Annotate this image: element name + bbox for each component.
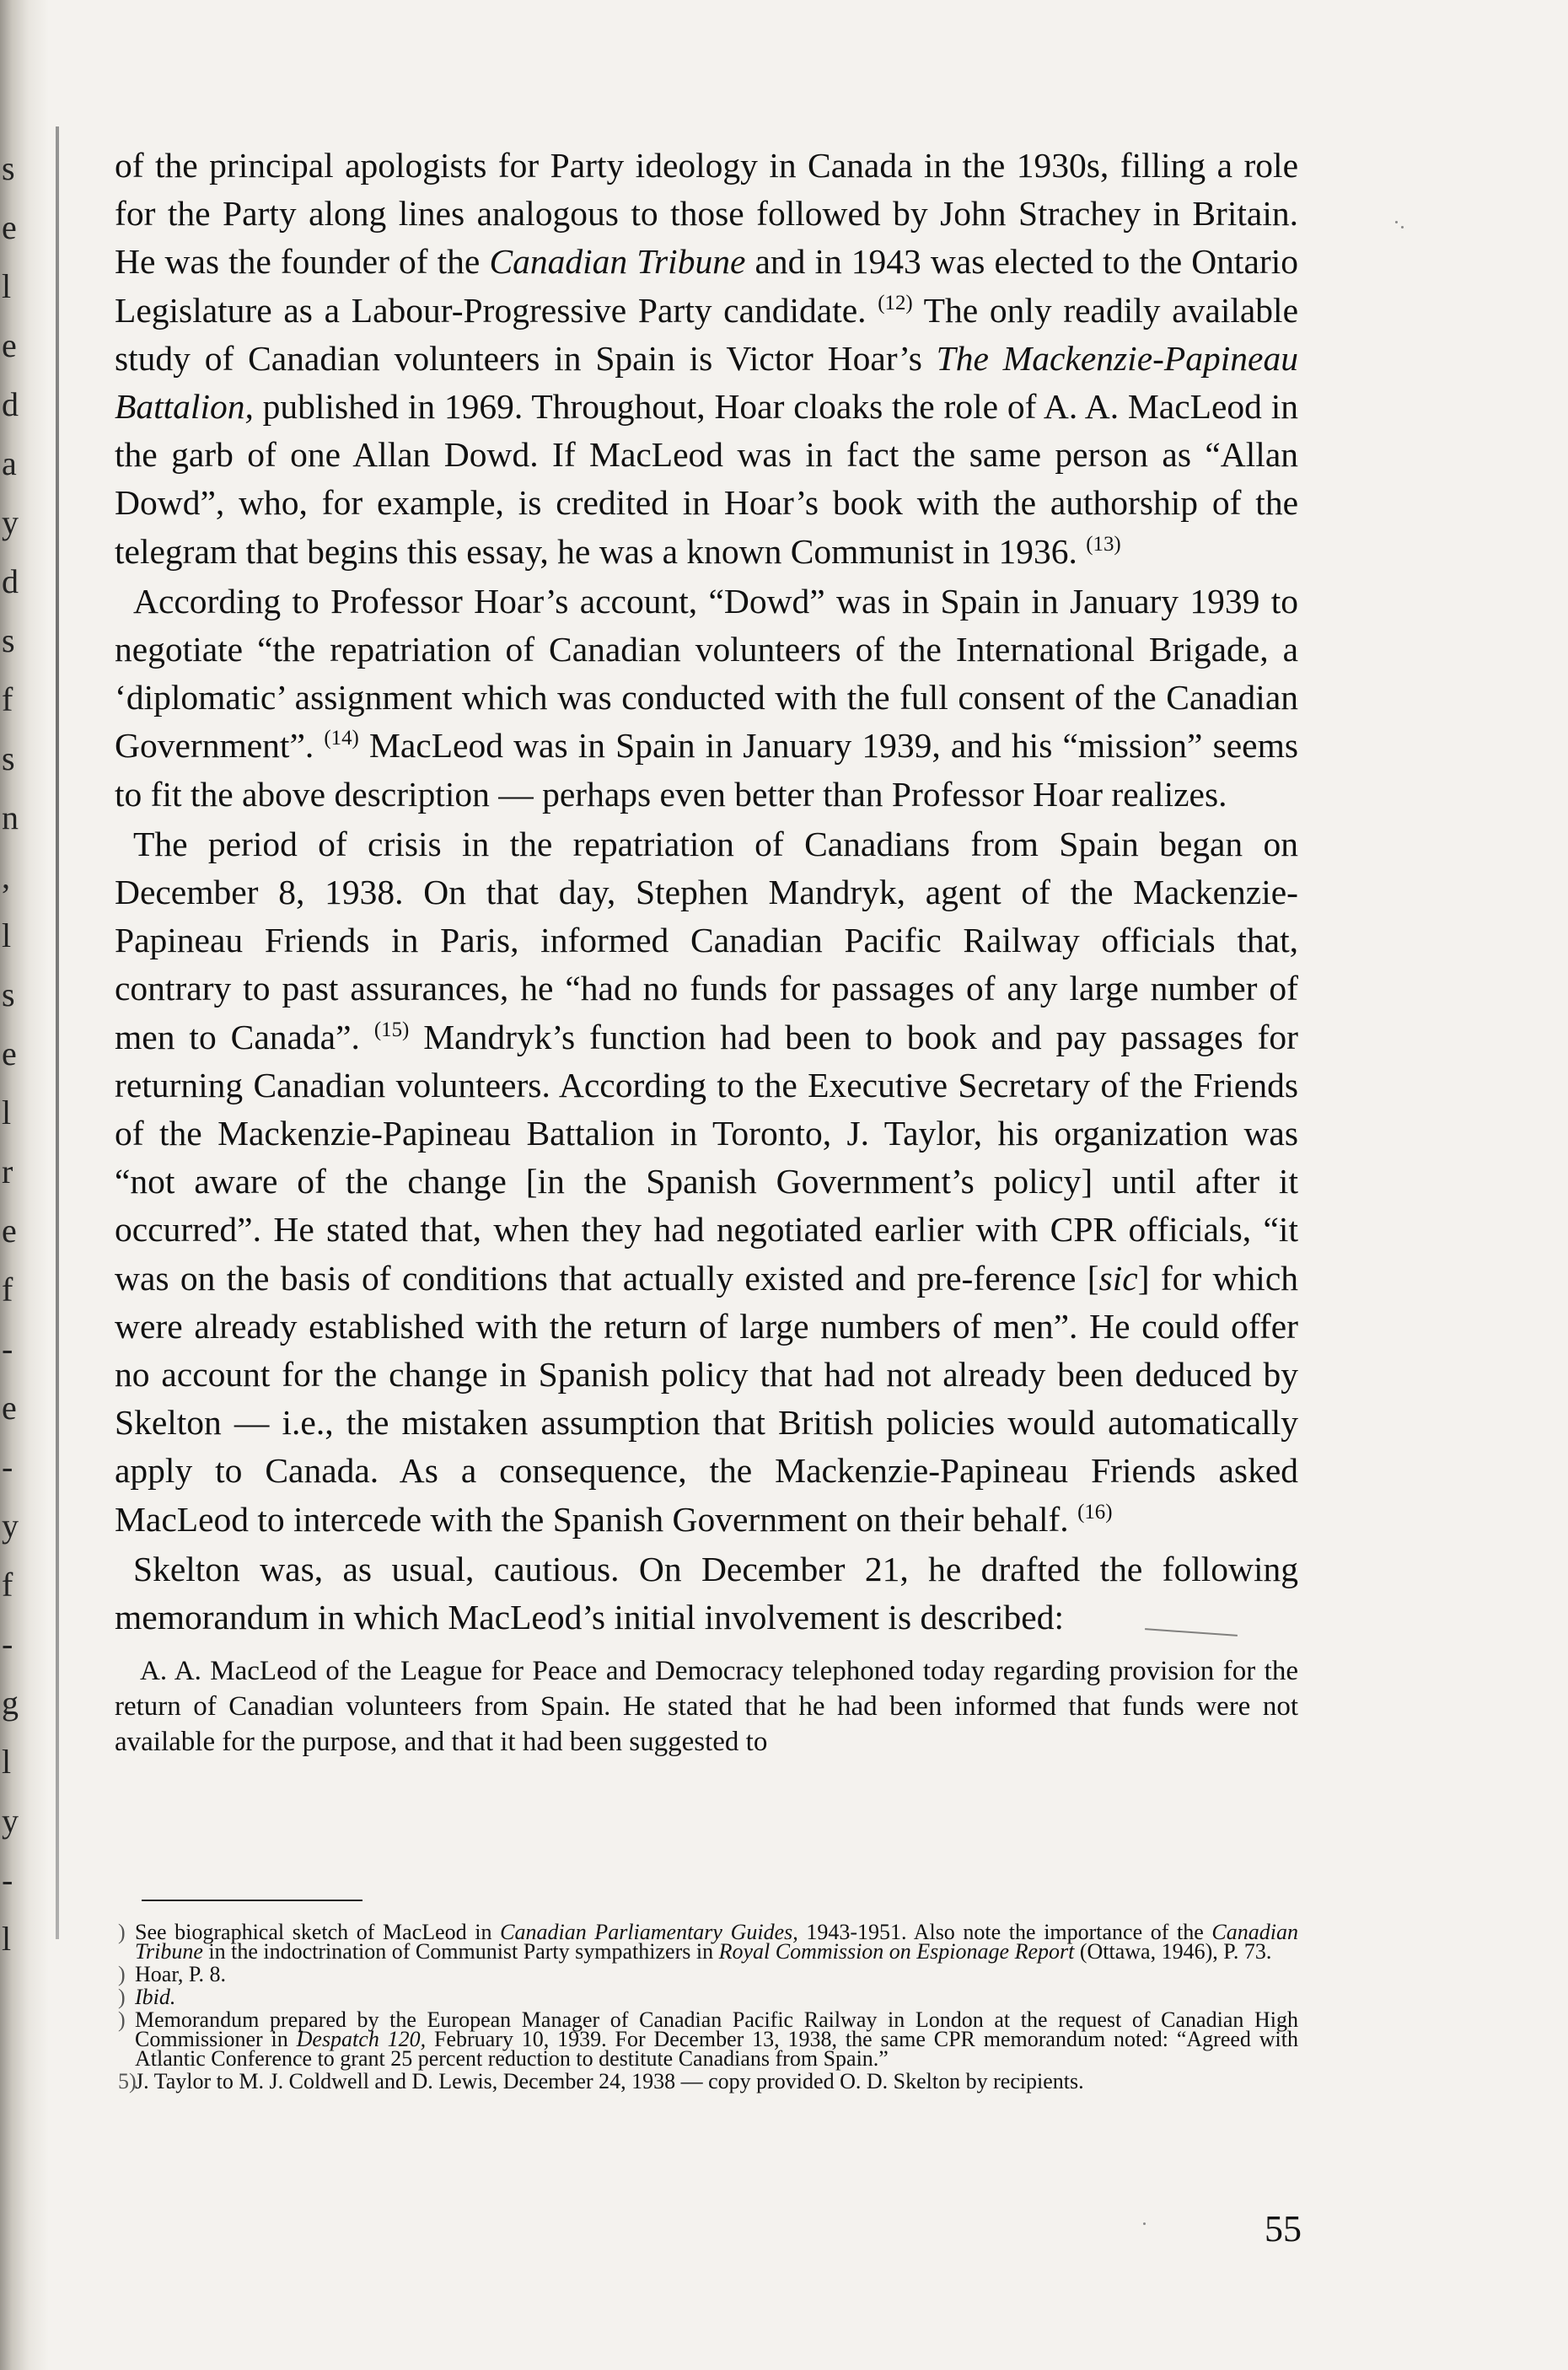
italic-text: sic [1098,1258,1138,1298]
text-run: According to Professor Hoar’s account, “Dowd” was in Spain in January 1939 to negotiate “the repatriation of Canadian volunteers of the International Brigade, a ‘diplomatic’ assignment which was conducted with the full consent of the Canadian Government”. [115,581,1298,766]
text-run: February 10, 1939. For December 13, 1938, the same CPR memorandum noted: “Agreed with Atlantic Conference to grant 25 percent reduction to destitute Canadians from Spain.” [135,2027,1299,2071]
footnote-text [135,1964,1298,1984]
italic-text: Despatch 120, [296,2027,427,2051]
bleed-glyph: e [2,1212,17,1249]
footnote-ref: (16) [1077,1500,1113,1524]
page-number: 55 [1265,2208,1302,2249]
bleed-glyph: l [2,1920,12,1958]
text-run: MacLeod was in Spain in January 1939, and his “mission” seems to fit the above description — perhaps even better than Professor Hoar realizes. [115,726,1298,814]
footnote-item [118,1964,1298,1984]
text-run: Mandryk’s function had been to book and pay passages for returning Canadian volunteers. According to the Executive Secretary of the Friends of the Mackenzie-Papineau Battalion in Toronto, J. Taylor, his organization was “not aware of the change [in the Spanish Government’s policy] until after it occurred”. He stated that, when they had negotiated earlier with CPR officials, “it was on the basis of conditions that actually existed and pre-ference [ [115,1017,1298,1298]
footnote-marker: ) [118,1985,126,2009]
bleed-glyph: y [2,1802,19,1840]
bleed-glyph: l [2,1743,12,1781]
footnote-text [135,2069,1298,2093]
bleed-glyph: - [2,1861,13,1899]
bleed-glyph: l [2,1094,12,1131]
bleed-glyph: s [2,621,15,659]
bleed-glyph: n [2,798,19,836]
bleed-glyph: - [2,1625,13,1663]
text-run: in the indoctrination of Communist Party sympathizers in [202,1939,719,1964]
bleed-glyph: - [2,1330,13,1368]
text-run: See biographical sketch of MacLeod in [135,1920,501,1944]
footnote-marker: 5) [118,2069,137,2093]
bleed-glyph: d [2,385,19,423]
bleed-glyph: f [2,680,13,718]
bleed-glyph: a [2,444,17,482]
paragraph [115,578,1298,819]
text-run: Hoar, P. 8. [135,1962,227,1986]
speck [1143,2222,1146,2225]
bleed-glyph: y [2,1507,19,1545]
italic-text: Canadian Parliamentary Guides, [500,1920,798,1944]
footnote-item [118,2069,1298,2093]
footnote-text [135,1987,1298,2007]
text-run: The period of crisis in the repatriation of Canadians from Spain began on December 8, 1938. On that day, Stephen Mandryk, agent of the Mackenzie-Papineau Friends in Paris, informed Canadian Pacific Railway officials that, contrary to past assurances, he “had no funds for passages of any large number of men to Canada”. [115,824,1298,1056]
facing-page-bleed [2,149,19,1958]
footnote-text [135,2007,1299,2071]
bleed-glyph: l [2,916,12,954]
footnote-ref: (15) [373,1018,410,1041]
bleed-glyph: l [2,267,12,305]
bleed-glyph: d [2,562,19,600]
italic-text: Ibid. [135,1985,176,2009]
footnote-ref: (14) [324,727,359,750]
bleed-glyph: e [2,1389,17,1427]
text-run: ] for which were already established with the return of large numbers of men”. He could offer no account for the change in Spanish policy that had not already been deduced by Skelton — i.e., the mistaken assumption that British policies would automatically apply to Canada. As a consequence, the Mackenzie-Papineau Friends asked MacLeod to intercede with the Spanish Government on their behalf. [115,1258,1298,1539]
footnote-marker: ) [118,1962,126,1986]
text-run: The only readily available study of Canadian volunteers in Spain is Victor Hoar’s [115,290,1298,378]
footnote-text [135,1920,1298,1964]
bleed-glyph: y [2,503,19,541]
italic-text: The Mackenzie-Papineau Battalion, [115,338,1298,427]
bleed-glyph: e [2,208,17,246]
footnote-ref: (12) [878,291,913,314]
block-quote: A. A. MacLeod of the League for Peace and Democracy telephoned today regarding provision for the return of Canadian volunteers from Spain. He stated that he had been informed that funds were not available for the purpose, and that it had been suggested to [115,1656,1298,1758]
italic-text: Canadian Tribune [489,242,746,282]
text-run: Memorandum prepared by the European Manager of Canadian Pacific Railway in London at the request of Canadian High Commissioner in [135,2007,1298,2051]
footnote-item [118,2007,1299,2071]
footnote-marker: ) [118,2007,126,2032]
paragraph [115,1545,1298,1642]
text-run: of the principal apologists for Party ideology in Canada in the 1930s, filling a role for the Party along lines analogous to those followed by John Strachey in Britain. He was the founder of the [115,146,1298,282]
bleed-glyph: e [2,1035,17,1072]
body-text [115,142,1298,1760]
text-run: published in 1969. Throughout, Hoar cloaks the role of A. A. MacLeod in the garb of one Allan Dowd. If MacLeod was in fact the same person as “Allan Dowd”, who, for example, is credited in Hoar’s book with the authorship of the telegram that begins this essay, he was a known Communist in 1936. [115,387,1298,571]
footnote-rule [142,1900,362,1901]
text-run: and in 1943 was elected to the Ontario Legislature as a Labour-Progressive Party candidate. [115,242,1298,330]
text-run: Skelton was, as usual, cautious. On December 21, he drafted the following memorandum in which MacLeod’s initial involvement is described: [115,1549,1298,1637]
bleed-glyph: s [2,149,15,187]
bleed-glyph: , [2,857,10,895]
speck [1401,226,1404,228]
text-run: (Ottawa, 1946), P. 73. [1074,1939,1272,1964]
text-run: J. Taylor to M. J. Coldwell and D. Lewis, December 24, 1938 — copy provided O. D. Skelton by recipients. [135,2069,1084,2093]
footnote-item [118,1920,1298,1964]
bleed-glyph: g [2,1684,19,1722]
bleed-glyph: e [2,326,17,364]
paragraph [115,820,1298,1544]
bleed-glyph: f [2,1271,13,1309]
footnote-item [118,1987,1298,2007]
bleed-glyph: f [2,1566,13,1604]
bleed-glyph: s [2,975,15,1013]
text-run: 1943-1951. Also note the importance of the [797,1920,1212,1944]
bleed-glyph: - [2,1448,13,1486]
footnote-ref: (13) [1086,532,1121,556]
italic-text: Royal Commission on Espionage Report [718,1939,1075,1964]
footnotes [118,1922,1298,2094]
gutter-edge-line [56,126,59,1939]
speck [1395,221,1398,223]
footnote-marker: ) [118,1920,126,1944]
italic-text: Canadian Tribune [135,1920,1298,1964]
bleed-glyph: s [2,739,15,777]
bleed-glyph: r [2,1153,13,1190]
paragraph [115,142,1298,576]
